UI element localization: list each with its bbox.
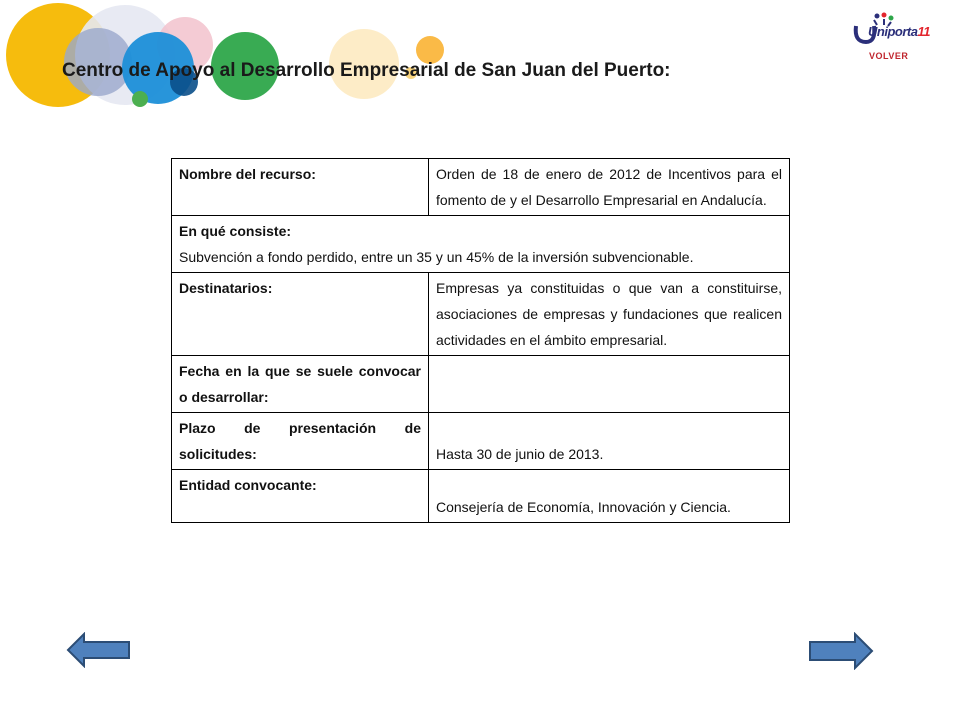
table-row-plazo [172,413,790,470]
table-row-destinatarios [172,273,790,356]
arrow-left-icon [66,632,132,668]
page-title: Centro de Apoyo al Desarrollo Empresarial de San Juan del Puerto: [62,60,671,81]
table-cell-consiste [172,216,790,273]
table-value-plazo: Hasta 30 de junio de 2013. [429,413,790,470]
table-row-entidad [172,470,790,523]
table-label-plazo: Plazo de presentación de solicitudes: [172,413,429,470]
table-label-entidad: Entidad convocante: [172,470,429,523]
table-value-destinatarios: Empresas ya constituidas o que van a constituirse, asociaciones de empresas y fundaciones que realicen actividades en el ámbito empresarial. [429,273,790,356]
table-row-fecha [172,356,790,413]
table-label-fecha: Fecha en la que se suele convocar o desarrollar: [172,356,429,413]
table-row-nombre [172,159,790,216]
table-value-entidad: Consejería de Economía, Innovación y Ciencia. [429,470,790,523]
table-value-consiste: Subvención a fondo perdido, entre un 35 y un 45% de la inversión subvencionable. [179,249,694,265]
resource-info-table [171,158,790,523]
previous-button[interactable] [66,632,132,673]
volver-link[interactable]: VOLVER [869,51,909,61]
bubble-small-green [132,91,148,107]
table-label-destinatarios: Destinatarios: [172,273,429,356]
arrow-right-icon [808,632,874,670]
next-button[interactable] [808,632,874,675]
table-row-consiste [172,216,790,273]
table-value-fecha [429,356,790,413]
table-value-nombre: Orden de 18 de enero de 2012 de Incentivos para el fomento de y el Desarrollo Empresarial en Andalucía. [429,159,790,216]
table-label-nombre: Nombre del recurso: [172,159,429,216]
logo-wordmark: Uniporta11 [868,24,930,39]
table-label-consiste: En qué consiste: [179,223,292,239]
